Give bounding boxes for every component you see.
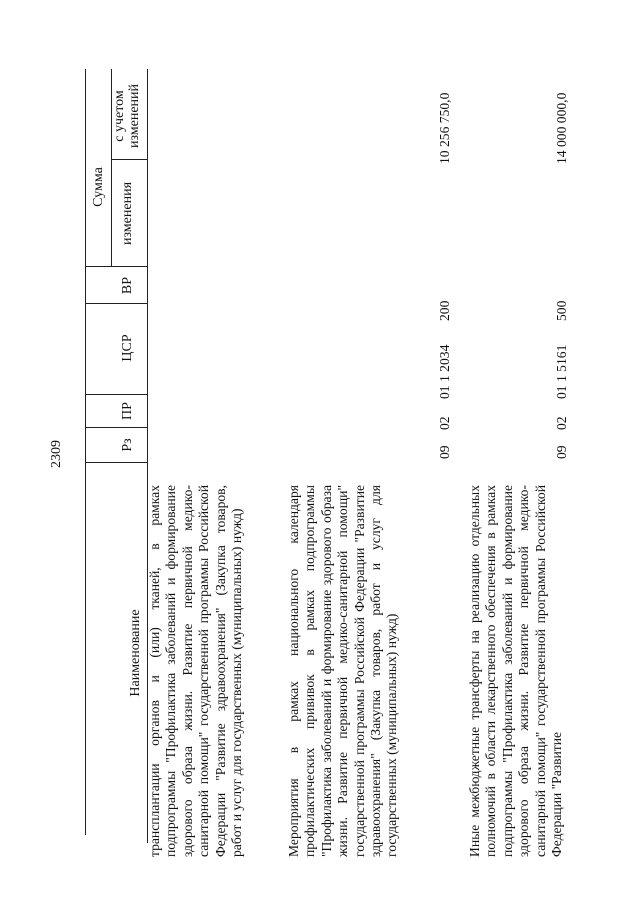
cell-with-changes: 10 256 750,0 [437, 92, 452, 164]
cell-vr: 200 [437, 300, 452, 321]
cell-vr: 500 [554, 300, 569, 321]
table-top-border [85, 69, 86, 835]
page-number: 2309 [49, 440, 64, 468]
header-sum: Сумма [91, 167, 106, 207]
table-row-name: Иные межбюджетные трансферты на реализацию отдельных полномочий в области лекарственного обеспечения в рамках подпрограммы "Профилактика заболеваний и формирование здорового образа жизни. Развитие первичной медико-санитарной помощи" государственной программы Российской Федерации "Развитие [467, 485, 565, 857]
cell-with-changes: 14 000 000,0 [554, 92, 569, 164]
cell-pr: 02 [554, 416, 569, 430]
header-csr: ЦСР [120, 334, 135, 362]
cell-csr: 01 1 5161 [554, 344, 569, 399]
header-pr: ПР [120, 402, 135, 420]
header-with-changes: с учетом изменений [112, 83, 142, 149]
header-changes: изменения [120, 181, 135, 246]
column-divider [85, 427, 147, 428]
table-row-name: Мероприятия в рамках национального календаря профилактических прививок в рамках подпрограммы "Профилактика заболеваний и формирование здорового образа жизни. Развитие первичной медико-санитарной помощи" государственной программы Российской Федерации "Развитие здравоохранения" (Закупка товаров, работ и услуг для государственных (муниципальных) нужд) [286, 485, 400, 857]
column-divider [85, 394, 147, 395]
table-row-name: трансплантации органов и (или) тканей, в рамках подпрограммы "Профилактика заболеваний и формирование здорового образа жизни. Развитие первичной медико-санитарной помощи" государственной программы Российской Федерации "Развитие здравоохранения" (Закупка товаров, работ и услуг для государственных (муниципальных) нужд) [147, 485, 245, 857]
column-divider [85, 266, 147, 267]
header-rz: Рз [120, 438, 135, 452]
cell-pr: 02 [437, 416, 452, 430]
column-divider [85, 303, 147, 304]
cell-rz: 09 [437, 445, 452, 459]
header-vr: ВР [120, 276, 135, 295]
header-name: Наименование [128, 609, 143, 697]
cell-rz: 09 [554, 445, 569, 459]
cell-csr: 01 1 2034 [437, 344, 452, 399]
